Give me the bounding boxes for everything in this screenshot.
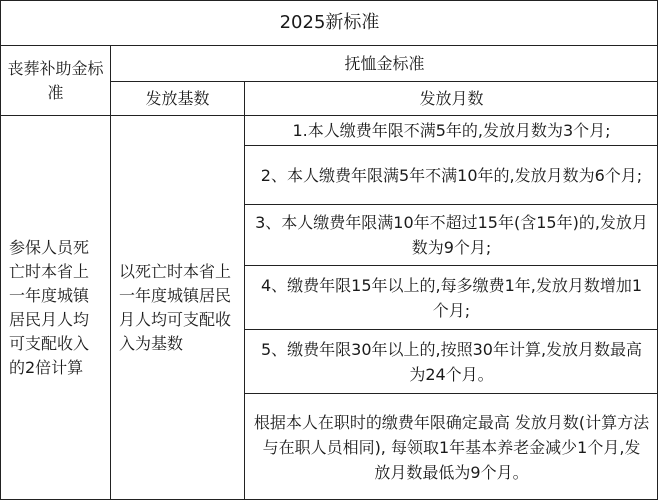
month-rule-1: 1.本人缴费年限不满5年的,发放月数为3个月;	[245, 116, 658, 146]
table-title: 2025新标准	[1, 1, 658, 46]
month-rule-6: 根据本人在职时的缴费年限确定最高 发放月数(计算方法与在职人员相同), 每领取1年基本养老金减少1个月,发 放月数最低为9个月。	[253, 412, 650, 482]
month-rule-3: 3、本人缴费年限满10年不超过15年(含15年)的,发放月数为9个月;	[245, 205, 658, 266]
month-rule-4: 4、缴费年限15年以上的,每多缴费1年,发放月数增加1个月;	[245, 266, 658, 330]
header-payment-base: 发放基数	[111, 82, 245, 116]
header-pension-standard: 抚恤金标准	[111, 46, 658, 82]
month-rule-5: 5、缴费年限30年以上的,按照30年计算,发放月数最高为24个月。	[245, 330, 658, 394]
header-funeral-subsidy-standard: 丧葬补助金标准	[1, 46, 111, 116]
payment-base-rule: 以死亡时本省上一年度城镇居民月人均可支配收入为基数	[111, 116, 245, 500]
funeral-subsidy-rule: 参保人员死亡时本省上一年度城镇居民月人均可支配收入的2倍计算	[1, 116, 111, 500]
month-rule-2: 2、本人缴费年限满5年不满10年的,发放月数为6个月;	[245, 146, 658, 205]
header-payment-months: 发放月数	[245, 82, 658, 116]
